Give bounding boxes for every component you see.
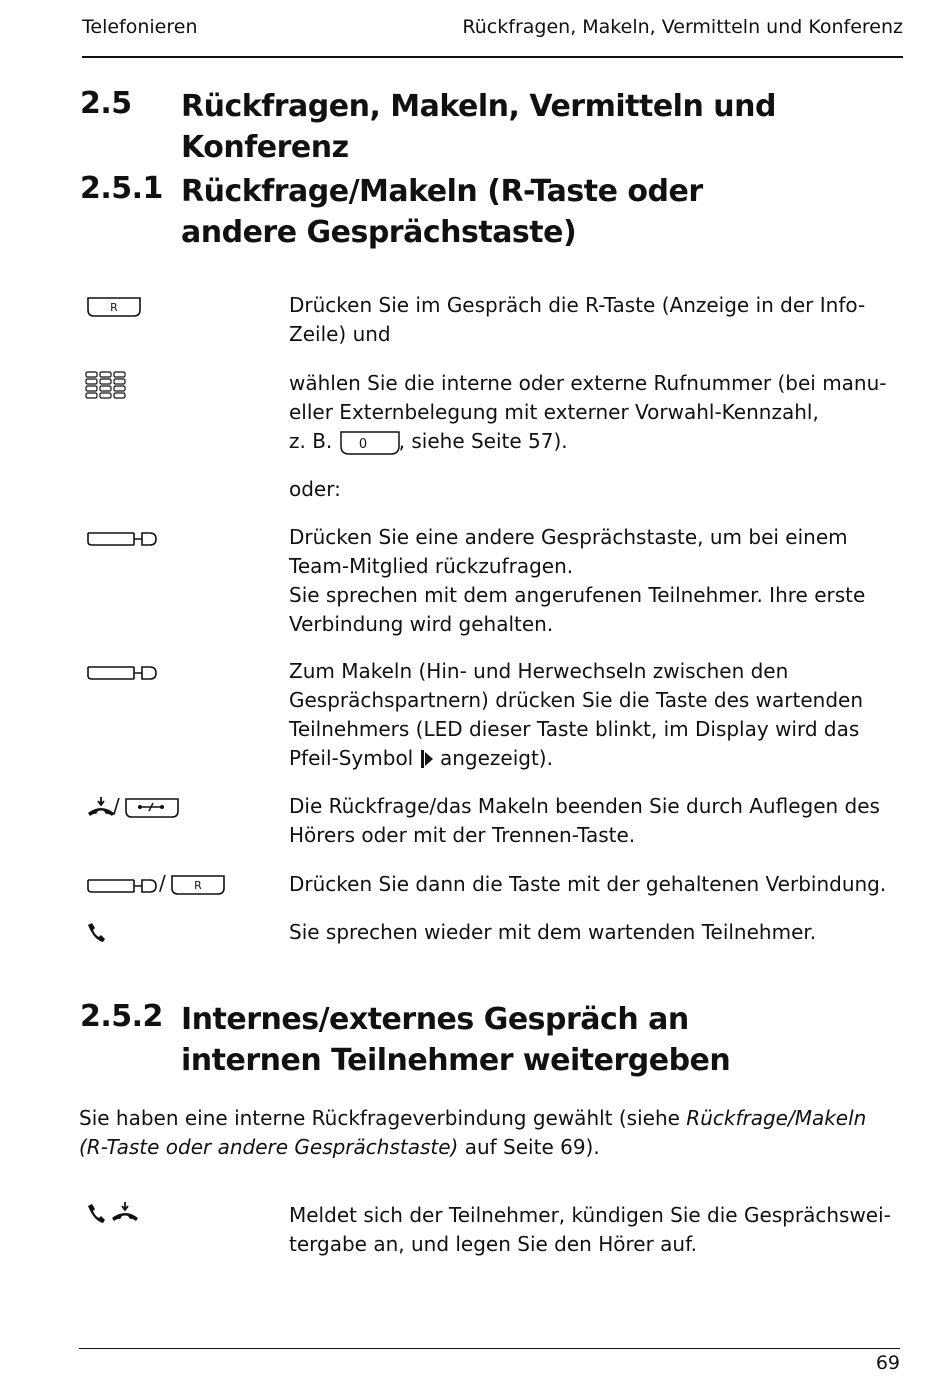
intro-text: auf Seite 69).: [464, 1135, 600, 1159]
section-number: 2.5: [80, 86, 132, 121]
zero-key-label: 0: [358, 437, 367, 452]
cross-reference-link: Rückfrage/Makeln (R-Taste oder andere Gesprächstaste): [79, 1106, 867, 1159]
step-text: Die Rückfrage/das Makeln beenden Sie durch Auflegen des Hörers oder mit der Trennen-Taste.: [289, 794, 880, 847]
step-text: [289, 523, 894, 639]
footer-divider: [79, 1348, 900, 1349]
line-key-icon: [86, 530, 160, 548]
disconnect-key-icon: [124, 797, 180, 819]
step-text: Drücken Sie im Gespräch die R-Taste (Anzeige in der Info-Zeile) und: [289, 293, 866, 346]
subsection-title: Rückfrage/Makeln (R-Taste oder andere Gesprächstaste): [181, 174, 703, 250]
r-key-icon: [170, 874, 226, 896]
handset-icon: [86, 922, 106, 944]
r-key-icon: [86, 296, 142, 318]
running-header-left: Telefonieren: [82, 16, 198, 38]
subsection-title: Internes/externes Gespräch an internen Teilnehmer weitergeben: [181, 1002, 731, 1078]
slash-separator: /: [113, 794, 120, 818]
running-header-right: Rückfragen, Makeln, Vermitteln und Konferenz: [462, 16, 903, 38]
intro-text: Sie haben eine interne Rückfrageverbindung gewählt (siehe: [79, 1106, 680, 1130]
step-text-line: Sie sprechen mit dem angerufenen Teilnehmer. Ihre erste Verbindung wird gehalten.: [289, 583, 866, 636]
intro-paragraph: [79, 1104, 894, 1162]
subsection-number: 2.5.1: [80, 171, 163, 206]
step-text: oder:: [289, 477, 341, 501]
r-key-label: R: [110, 301, 118, 314]
line-key-icon: [86, 664, 160, 682]
page-number: 69: [875, 1352, 900, 1374]
example-prefix: z. B.: [289, 429, 333, 453]
header-divider: [82, 56, 903, 58]
step-text: [289, 657, 894, 773]
section-title: Rückfragen, Makeln, Vermitteln und Konferenz: [181, 89, 776, 165]
handset-icon: [86, 1203, 106, 1225]
r-key-label: R: [194, 879, 202, 892]
hang-up-icon: [110, 1200, 142, 1224]
step-text-line: Zum Makeln (Hin- und Herwechseln zwischen den Gesprächspartnern) drücken Sie die Taste des wartenden Teilnehmers (LED dieser Taste blinkt, im Display wird das Pfeil-Symbol: [289, 659, 864, 770]
subsection-number: 2.5.2: [80, 999, 163, 1034]
slash-separator: /: [159, 871, 166, 895]
step-text-line: [289, 427, 894, 456]
step-text-line: Drücken Sie eine andere Gesprächstaste, um bei einem Team-Mitglied rückzufragen.: [289, 525, 848, 578]
step-text: Sie sprechen wieder mit dem wartenden Teilnehmer.: [289, 920, 817, 944]
step-text: Meldet sich der Teilnehmer, kündigen Sie die Gesprächswei-tergabe an, und legen Sie den Hörer auf.: [289, 1203, 891, 1256]
line-key-icon: [86, 877, 160, 895]
step-text-line: angezeigt).: [439, 746, 553, 770]
keypad-icon: [84, 370, 130, 400]
zero-key-icon: [339, 430, 399, 454]
step-text-line: wählen Sie die interne oder externe Rufnummer (bei manu-eller Externbelegung mit externer Vorwahl-Kennzahl,: [289, 371, 887, 424]
step-text: [289, 369, 894, 456]
page-reference: , siehe Seite 57).: [398, 429, 568, 453]
step-text: Drücken Sie dann die Taste mit der gehaltenen Verbindung.: [289, 872, 887, 896]
arrow-symbol-icon: [420, 749, 434, 769]
